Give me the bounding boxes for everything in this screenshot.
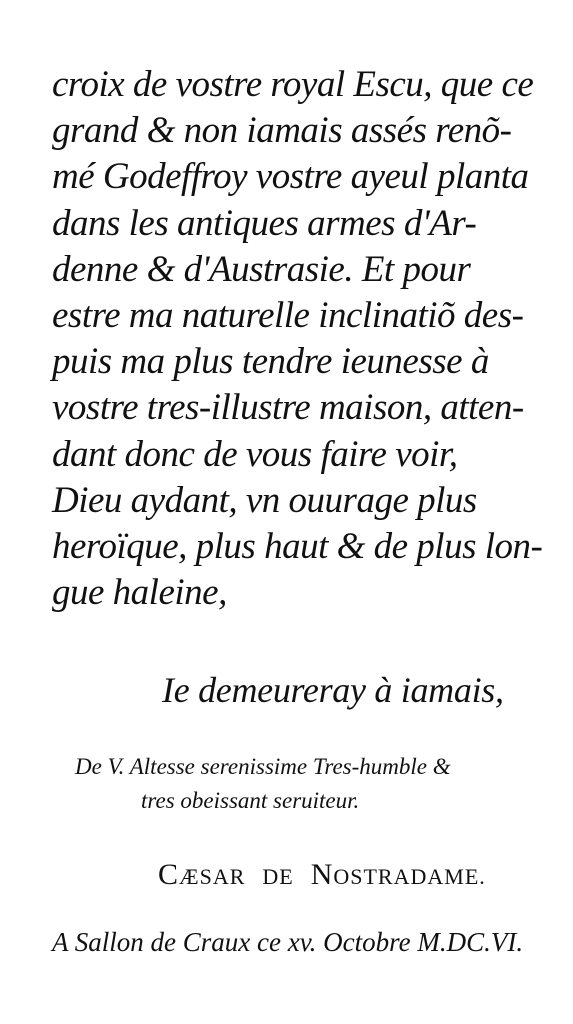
signature-initial: C <box>158 858 180 891</box>
text-line: estre ma naturelle inclinatiõ des- <box>52 295 524 337</box>
signature-particle: DE <box>262 864 294 889</box>
author-signature <box>158 856 486 896</box>
signature-last-name: OSTRADAME. <box>333 864 486 889</box>
text-line: dans les antiques armes d'Ar- <box>52 202 477 244</box>
text-line: mé Godeffroy vostre ayeul planta <box>52 156 529 198</box>
text-line: heroïque, plus haut & de plus lon- <box>52 526 543 568</box>
body-paragraph <box>52 62 552 616</box>
text-line: puis ma plus tendre ieunesse à <box>52 341 489 383</box>
text-line: Dieu aydant, vn ouurage plus <box>52 479 477 521</box>
text-line: gue haleine, <box>52 572 227 614</box>
place-and-date: A Sallon de Craux ce xv. Octobre M.DC.VI. <box>52 927 524 957</box>
dedication-line: De V. Altesse serenissime Tres-humble & <box>75 754 451 779</box>
closing-phrase: Ie demeureray à iamais, <box>162 670 504 710</box>
dedication-line: tres obeissant seruiteur. <box>141 788 360 813</box>
signature-first-name: ÆSAR <box>179 864 246 889</box>
text-line: grand & non iamais assés renõ- <box>52 110 512 152</box>
dedication-block <box>75 750 451 818</box>
signature-initial: N <box>310 858 334 891</box>
text-line: vostre tres-illustre maison, atten- <box>52 387 524 429</box>
text-line: denne & d'Austrasie. Et pour <box>52 248 471 290</box>
text-line: dant donc de vous faire voir, <box>52 433 458 475</box>
text-line: croix de vostre royal Escu, que ce <box>52 64 534 105</box>
